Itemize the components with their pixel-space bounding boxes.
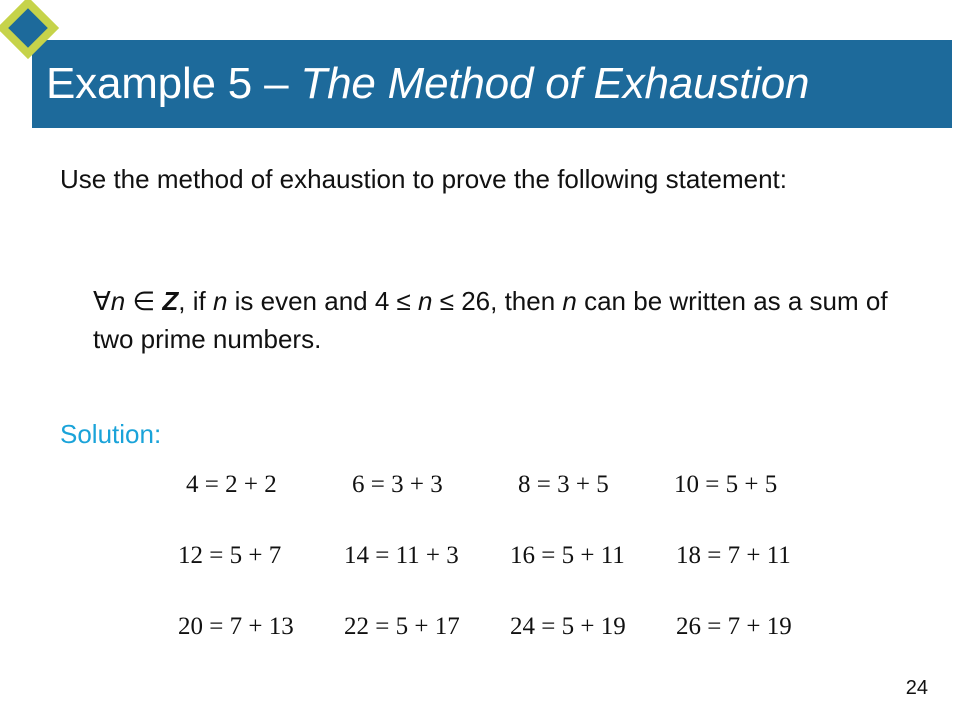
- title-prefix: Example 5 –: [46, 59, 301, 108]
- equation: 26 = 7 + 19: [676, 613, 792, 640]
- equation: 22 = 5 + 17: [344, 613, 460, 640]
- statement-part: is even and 4 ≤: [227, 286, 419, 316]
- integers-set: Z: [162, 286, 179, 316]
- element-of-symbol: ∈: [125, 286, 163, 316]
- equation: 20 = 7 + 13: [178, 613, 294, 640]
- statement-part: , if: [178, 286, 213, 316]
- slide-title: [46, 56, 809, 112]
- equation: 18 = 7 + 11: [676, 542, 791, 569]
- solution-label: Solution:: [60, 419, 162, 449]
- equation: 8 = 3 + 5: [518, 471, 609, 498]
- variable-n: n: [418, 286, 433, 316]
- statement-part: can be written as a sum of two prime numbers.: [93, 286, 888, 354]
- equation: 24 = 5 + 19: [510, 613, 626, 640]
- forall-symbol: ∀: [93, 286, 111, 316]
- statement-part: ≤ 26, then: [432, 286, 563, 316]
- statement-text: [93, 282, 913, 358]
- variable-n: n: [562, 286, 577, 316]
- intro-text: Use the method of exhaustion to prove the following statement:: [60, 164, 787, 194]
- title-italic: The Method of Exhaustion: [300, 59, 810, 108]
- equation: 16 = 5 + 11: [510, 542, 625, 569]
- equation: 12 = 5 + 7: [178, 542, 282, 569]
- equation: 6 = 3 + 3: [352, 471, 443, 498]
- equation: 14 = 11 + 3: [344, 542, 459, 569]
- equation: 10 = 5 + 5: [674, 471, 778, 498]
- page-number: 24: [905, 677, 928, 699]
- variable-n: n: [110, 286, 126, 316]
- equation: 4 = 2 + 2: [186, 471, 277, 498]
- variable-n: n: [212, 286, 228, 316]
